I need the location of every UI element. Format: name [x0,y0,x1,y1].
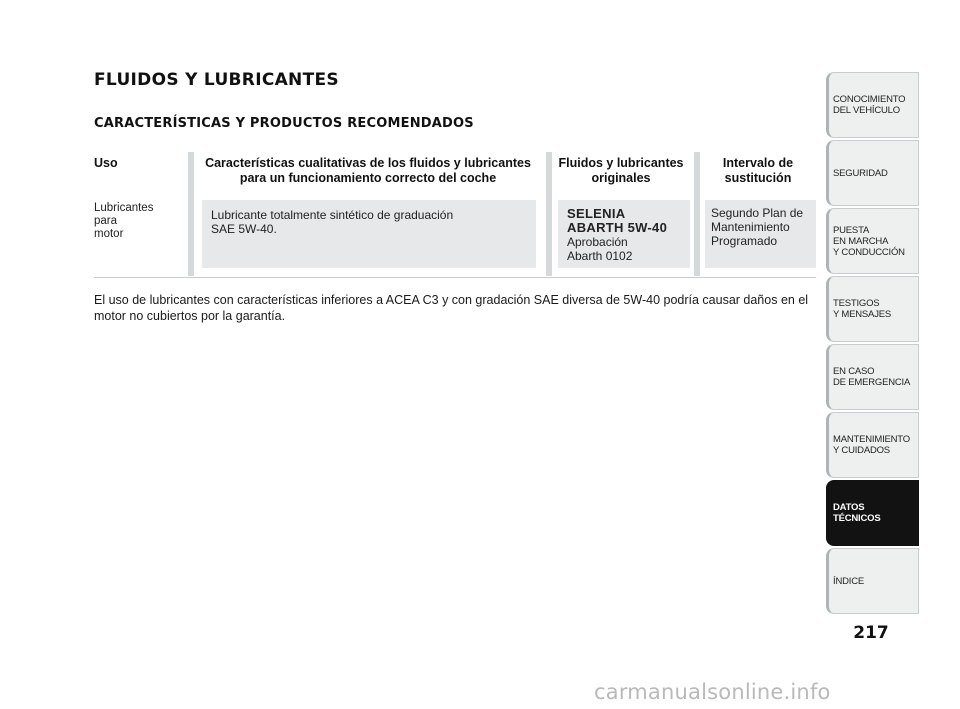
header-characteristics: Características cualitativas de los fluidos y lubricantes para un funcionamiento correcto del coche [205,156,531,185]
section-subtitle: CARACTERÍSTICAS Y PRODUCTOS RECOMENDADOS [94,116,474,131]
column-divider [188,152,194,276]
cell-use-text: Lubricantes para motor [94,202,154,240]
tab-datos-tecnicos[interactable]: DATOS TÉCNICOS [826,480,919,546]
page-number: 217 [853,623,889,643]
header-interval: Intervalo de sustitución [722,156,794,185]
watermark-text: carmanualsonline.info [594,680,831,704]
warning-note: El uso de lubricantes con características inferiores a ACEA C3 y con gradación SAE diversa de 5W-40 podría causar daños en el motor no cubiertos por la garantía. [94,293,809,323]
cell-interval [705,200,816,268]
product-approval: Aprobación Abarth 0102 [567,235,633,263]
tab-en-caso-de-emergencia[interactable]: EN CASO DE EMERGENCIA [826,344,919,410]
cell-interval-text: Segundo Plan de Mantenimiento Programado [711,206,804,248]
tab-indice[interactable]: ÍNDICE [826,548,919,614]
lubricants-table [94,152,816,276]
cell-characteristics-text: Lubricante totalmente sintético de graduación SAE 5W-40. [211,208,454,236]
header-use: Uso [94,156,118,170]
cell-fluids [558,200,690,268]
tab-conocimiento-del-vehiculo[interactable]: CONOCIMIENTO DEL VEHÍCULO [826,72,919,138]
tab-puesta-en-marcha[interactable]: PUESTA EN MARCHA Y CONDUCCIÓN [826,208,919,274]
tab-seguridad[interactable]: SEGURIDAD [826,140,919,206]
table-bottom-rule [94,277,816,278]
cell-characteristics [202,200,536,268]
column-divider [694,152,700,276]
tab-testigos-y-mensajes[interactable]: TESTIGOS Y MENSAJES [826,276,919,342]
tab-mantenimiento-y-cuidados[interactable]: MANTENIMIENTO Y CUIDADOS [826,412,919,478]
cell-use [94,202,153,241]
page-title: FLUIDOS Y LUBRICANTES [94,70,339,90]
product-name: SELENIA ABARTH 5W-40 [567,206,668,235]
header-fluids: Fluidos y lubricantes originales [558,156,684,185]
